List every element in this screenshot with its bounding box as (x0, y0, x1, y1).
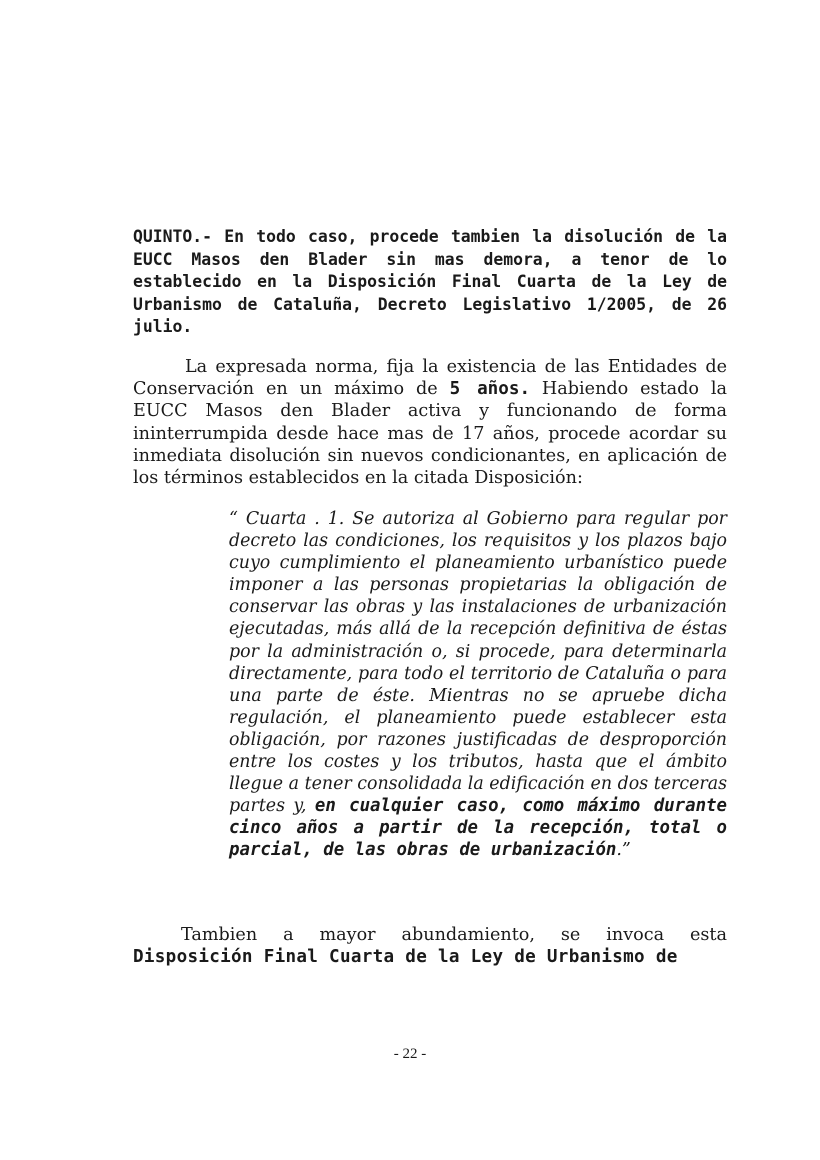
quote-text-a: “ Cuarta . 1. Se autoriza al Gobierno para regular por decreto las condiciones, los requisitos y los plazos bajo cuyo cumplimiento el planeamiento urbanístico puede imponer a las personas propietarias la obligación de conservar las obras y las instalaciones de urbanización ejecutadas, más allá de la recepción definitiva de éstas por la administración o, si procede, para determinarla directamente, para todo el territorio de Cataluña o para una parte de éste. Mientras no se apruebe dicha regulación, el planeamiento puede establecer esta obligación, por razones justificadas de desproporción entre los costes y los tributos, hasta que el ámbito llegue a tener consolidada la edificación en dos terceras partes y, (229, 509, 727, 817)
page-number: - 22 - (393, 1046, 427, 1062)
heading-text: .- En todo caso, procede tambien la disolución de la EUCC Masos den Blader sin mas demora, a tenor de lo establecido en la Disposición Final Cuarta de la Ley de Urbanismo de Cataluña, Decreto Legislativo 1/2005, de 26 julio. (133, 227, 727, 337)
quote-text-b: .” (616, 840, 631, 861)
paragraph-2-bold: Disposición Final Cuarta de la Ley de Urbanismo de (133, 947, 678, 968)
paragraph-1-bold: 5 años. (449, 379, 531, 400)
paragraph-1-text-a: La expresada norma, fija la existencia de las Entidades de Conservación en un máximo de (133, 357, 727, 400)
legal-quote (229, 508, 727, 862)
section-heading (133, 226, 727, 339)
paragraph-2 (133, 924, 727, 968)
heading-label: QUINTO (133, 227, 193, 246)
paragraph-1-text-b: Habiendo estado la EUCC Masos den Blader activa y funcionando de forma ininterrumpida desde hace mas de 17 años, procede acordar su inmediata disolución sin nuevos condicionantes, en aplicación de los términos establecidos en la citada Disposición: (133, 379, 728, 489)
paragraph-1 (133, 356, 727, 489)
quote-bold: en cualquier caso, como máximo durante cinco años a partir de la recepción, total o parcial, de las obras de urbanización (229, 796, 727, 861)
paragraph-2-text-a: Tambien a mayor abundamiento, se invoca esta (181, 925, 727, 945)
